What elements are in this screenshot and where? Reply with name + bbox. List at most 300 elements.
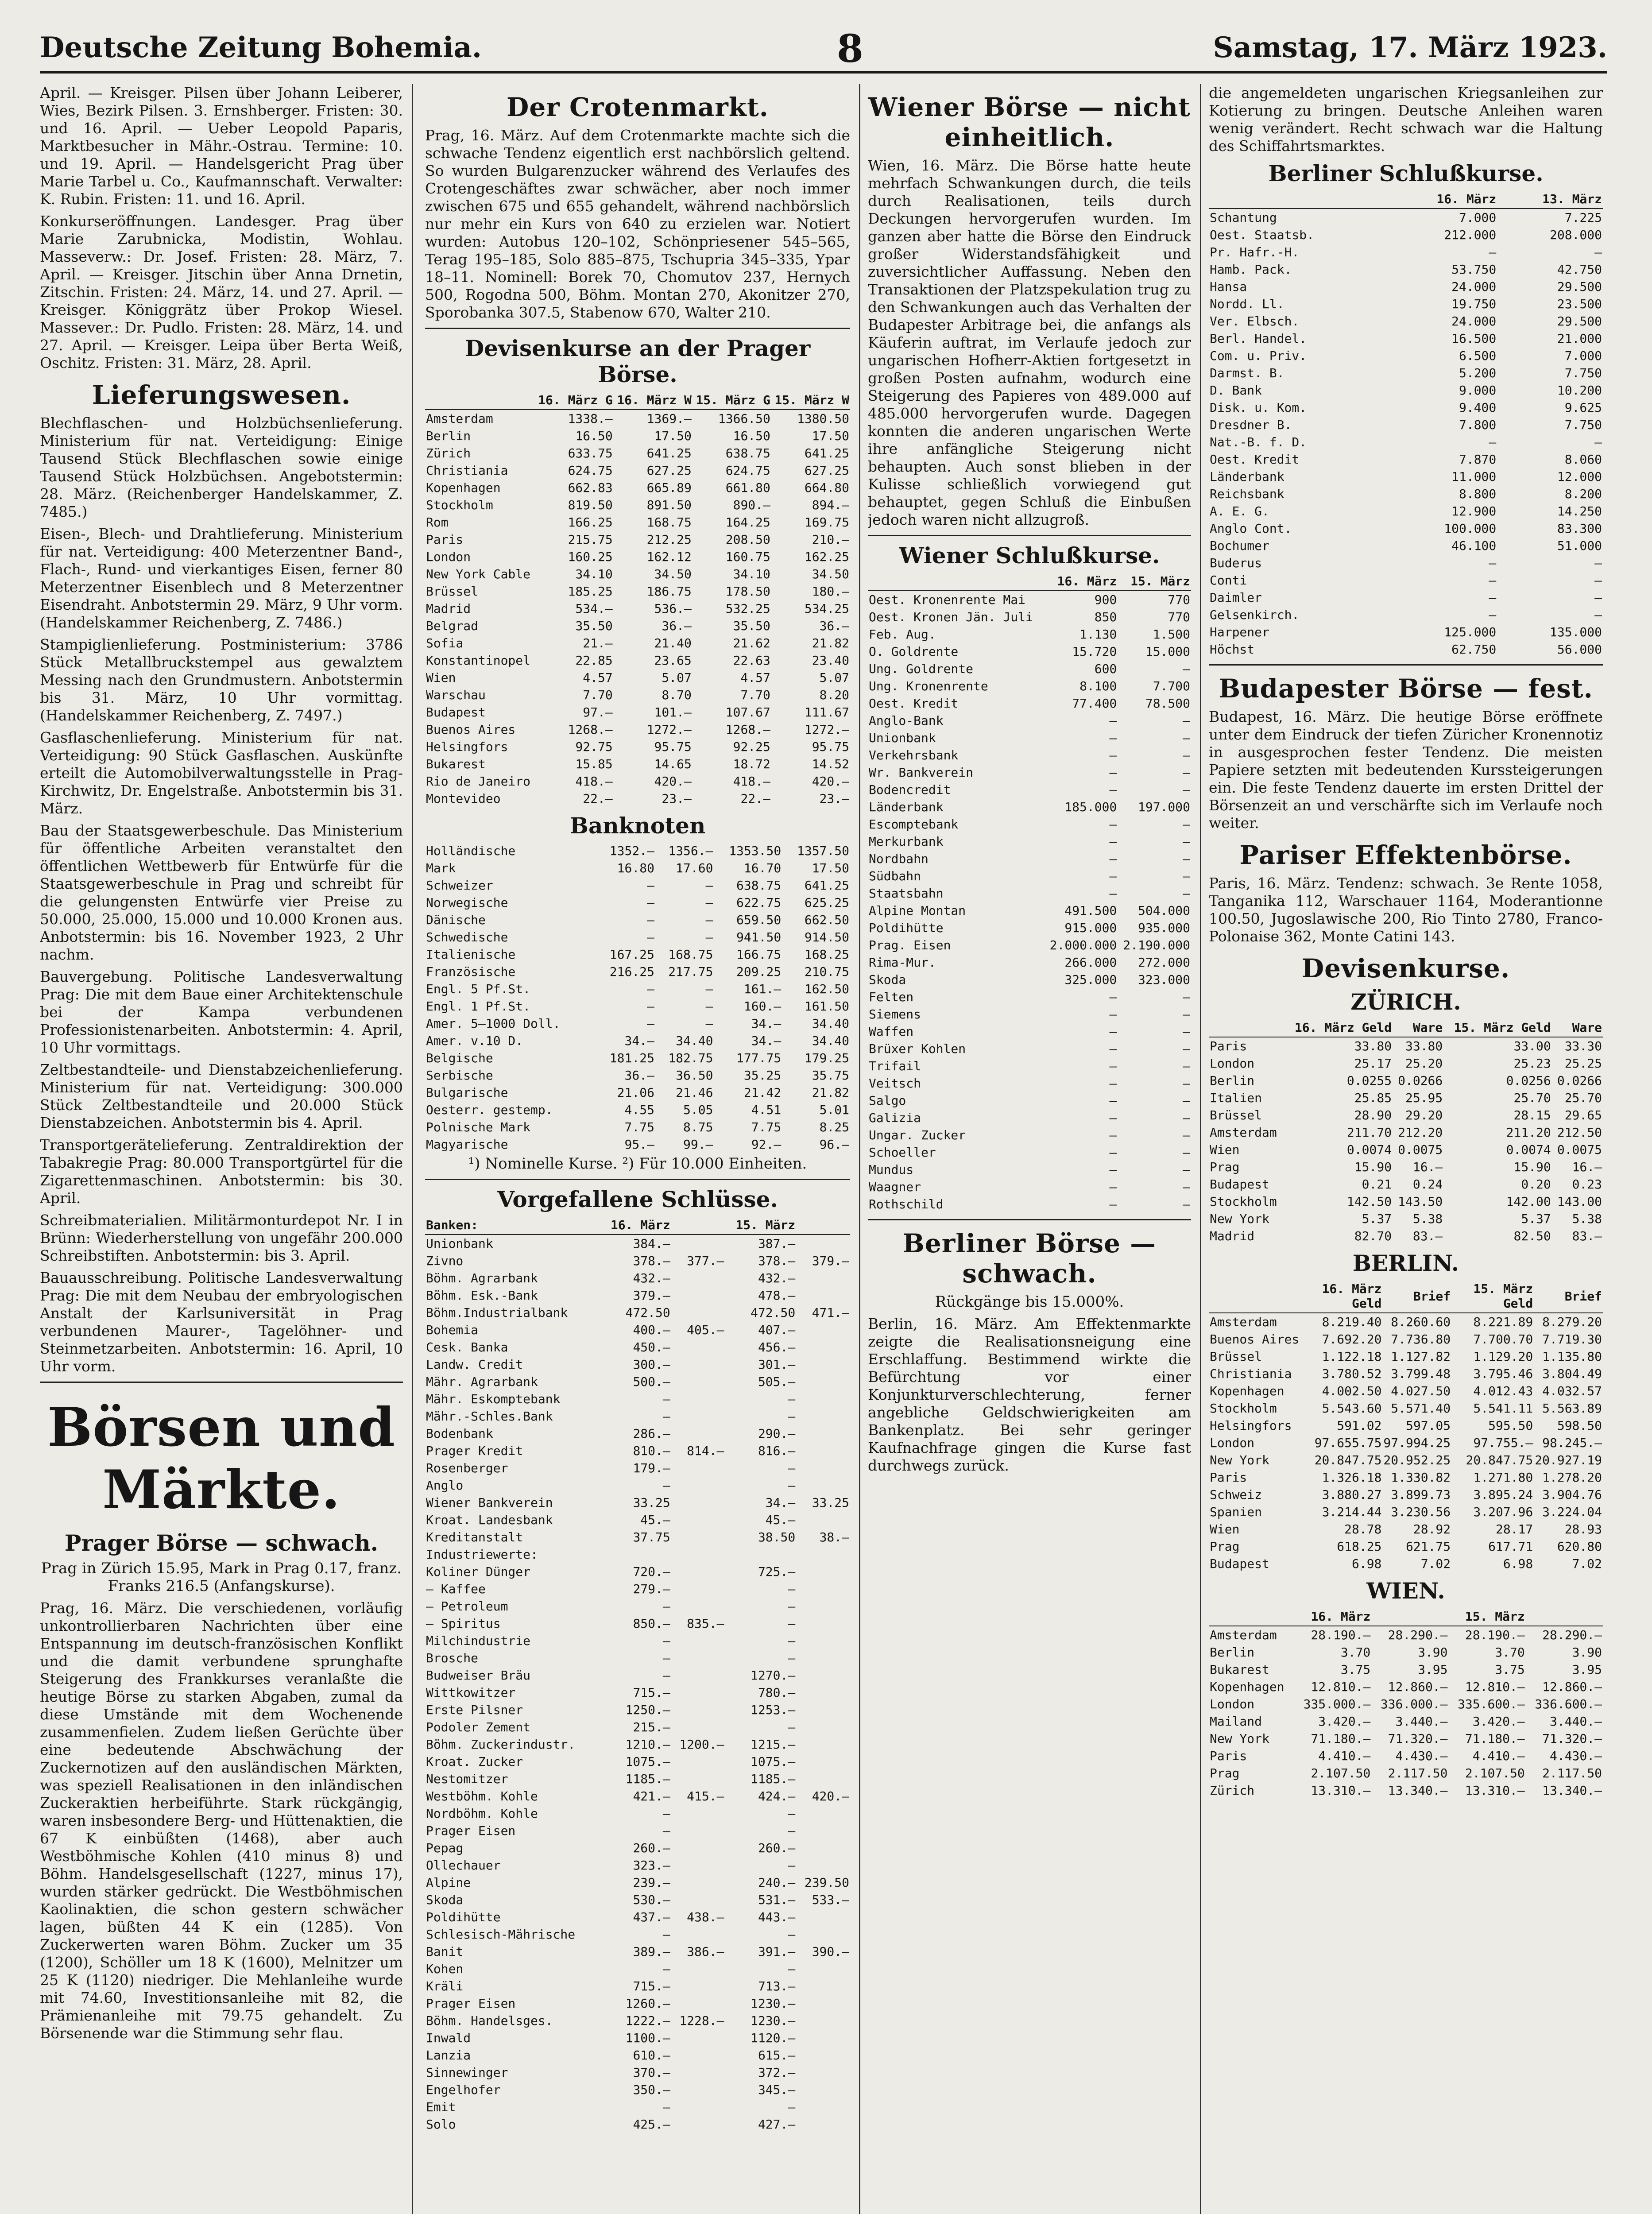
row-value: 8.060 (1564, 452, 1602, 467)
table-row (425, 531, 850, 548)
row-label: Mark (426, 861, 456, 875)
delivery-item: Stampiglienlieferung. Postministerium: 3786 Stück Metallbruckstempel aus gewalztem Messing nach den Grundmustern. Anbotstermin bis 31. März, 10 Uhr vormittag. (Handelskammer Reichenberg, Z. 7497.) (40, 636, 403, 724)
row-value: 209.25 (736, 964, 782, 979)
column-header (1526, 1607, 1603, 1626)
row-value: 142.50 (1346, 1194, 1392, 1209)
row-label: Bohemia (426, 1323, 479, 1337)
row-value: 0.0074 (1506, 1142, 1551, 1157)
row-value: 23.40 (812, 653, 849, 668)
row-label: Emit (426, 2100, 456, 2114)
row-label: New York (1210, 1212, 1269, 1226)
table-row (1209, 1538, 1603, 1555)
table-row (425, 1477, 850, 1494)
row-value: — (788, 1633, 796, 1648)
row-value: 597.05 (1405, 1418, 1451, 1433)
table-row (425, 462, 850, 479)
table-row (868, 1092, 1191, 1109)
row-label: New York Cable (426, 567, 531, 581)
row-value: — (1109, 990, 1117, 1004)
table-row (425, 1788, 850, 1805)
row-value: — (788, 1582, 796, 1596)
row-value (671, 1477, 725, 1494)
row-value: 7.870 (1459, 452, 1497, 467)
row-value: — (1183, 990, 1190, 1004)
row-value: — (647, 982, 654, 996)
row-value: — (1183, 1007, 1190, 1022)
row-label: Paris (1210, 1749, 1247, 1763)
row-value: 99.— (683, 1137, 713, 1152)
table-row (868, 626, 1191, 643)
row-value: 432.— (633, 1271, 670, 1285)
row-value: 82.50 (1513, 1229, 1551, 1243)
row-value: 1272.— (646, 722, 692, 737)
row-label: Nordbahn (869, 852, 929, 866)
row-value: 186.75 (646, 584, 692, 599)
row-value: 661.80 (725, 480, 770, 495)
delivery-item: Bau der Staatsgewerbeschule. Das Ministerium für öffentliche Arbeiten veranstaltet den öffentlichen Wettbewerb für Entwürfe für die Staatsgewerbeschule in Prag und schreibt für die gelungensten Entwürfe vier Preise zu 50.000, 25.000, 15.000 und 10.000 Kronen aus. Anbotstermin: bis 16. November 1923, 2 Uhr nachm. (40, 822, 403, 963)
row-value (796, 1978, 850, 1995)
row-value: 21.42 (743, 1085, 782, 1100)
table-row (425, 1356, 850, 1373)
table-row (868, 764, 1191, 781)
table-row (1209, 1107, 1603, 1124)
row-label: Skoda (869, 972, 906, 987)
row-value: 98.245.— (1542, 1436, 1602, 1450)
table-row (868, 729, 1191, 747)
delivery-list (40, 414, 403, 1375)
table-row (1209, 434, 1603, 451)
column-header: 15. März (725, 1216, 796, 1235)
row-label: Dänische (426, 913, 486, 927)
row-label: Oest. Kredit (869, 696, 959, 711)
row-value: 0.23 (1572, 1177, 1602, 1192)
row-value: — (1183, 1059, 1190, 1073)
row-value: 814.— (687, 1444, 724, 1458)
row-value (671, 1270, 725, 1287)
row-value: 286.— (633, 1426, 670, 1441)
row-value: — (1489, 573, 1497, 588)
row-value: 33.25 (633, 1495, 670, 1510)
row-value: — (1183, 713, 1190, 728)
row-value: 210.— (812, 532, 849, 547)
row-value: 5.07 (662, 670, 692, 685)
row-value: 16.50 (733, 429, 770, 443)
row-label: Prag (1210, 1160, 1240, 1174)
row-value: — (1109, 1007, 1117, 1022)
row-value: 21.000 (1557, 331, 1602, 346)
table-row (425, 1805, 850, 1822)
row-value: 37.75 (633, 1530, 670, 1544)
row-value: 34.— (624, 1033, 654, 1048)
column-header: 13. März (1497, 190, 1603, 209)
delivery-item: Bauausschreibung. Politische Landesverwaltung Prag: Die mit dem Neubau der embryologischen Anstalt der Karlsuniversität in Prag verbundenen Maurer-, Tagelöhner- und Steinmetzarbeiten. Anbotstermin: 16. April, 10 Uhr vorm. (40, 1269, 403, 1375)
row-value (725, 1546, 796, 1563)
row-value: — (1109, 1128, 1117, 1142)
row-value: 9.400 (1459, 400, 1497, 415)
row-value: 891.50 (646, 498, 692, 512)
row-value: 34.— (751, 1016, 782, 1031)
row-value: 7.750 (1564, 418, 1602, 432)
row-label: Mähr. Eskomptebank (426, 1392, 561, 1406)
table-row (425, 652, 850, 669)
row-value (796, 1356, 850, 1373)
row-value: 4.57 (740, 670, 770, 685)
row-value: — (1594, 573, 1602, 588)
row-value: 5.200 (1459, 366, 1497, 380)
row-value: 500.— (633, 1374, 670, 1389)
berlin-heading: Berliner Börse — schwach. (902, 1228, 1157, 1289)
row-value: 1075.— (751, 1754, 796, 1769)
table-row (1209, 1730, 1603, 1747)
row-value: — (1109, 748, 1117, 763)
table-row (1209, 1695, 1603, 1713)
row-value: 424.— (758, 1789, 796, 1804)
row-value (796, 1425, 850, 1442)
row-value: 7.02 (1420, 1556, 1451, 1571)
row-value: 8.219.40 (1322, 1315, 1382, 1329)
row-value: — (788, 1962, 796, 1976)
table-row (1209, 503, 1603, 520)
row-value: 384.— (633, 1236, 670, 1251)
row-value: 389.— (633, 1944, 670, 1959)
paris-heading: Pariser Effektenbörse. (1239, 840, 1572, 870)
row-value (671, 1563, 725, 1580)
column-header (1209, 1607, 1294, 1626)
row-value: — (662, 1409, 670, 1424)
row-value: — (647, 1016, 654, 1031)
row-value: 625.25 (804, 895, 849, 910)
row-value: 71.320.— (1388, 1731, 1448, 1746)
row-value: 28.78 (1344, 1522, 1382, 1537)
table-row (425, 1753, 850, 1770)
row-value: 624.75 (725, 463, 770, 478)
berlin-report: Berlin, 16. März. Am Effektenmarkte zeigte die Realisationsneigung eine Erschlaffung. Bestimmend wirkte die Befürchtung vor einer Konjunkturverschlechterung, ferner angebliche Geldschwierigkeiten am Bankenplatz. Bei sehr geringer Kaufnachfrage gingen die Kurse fast durchwegs zurück. (868, 1315, 1191, 1474)
row-value: — (1594, 608, 1602, 622)
row-value: 16.80 (617, 861, 654, 875)
row-label: Stockholm (426, 498, 493, 512)
table-row (868, 1057, 1191, 1075)
row-value: 29.20 (1405, 1108, 1443, 1122)
table-row (425, 946, 850, 963)
table-row (425, 998, 850, 1015)
row-value (671, 1667, 725, 1684)
row-value: 534.— (575, 601, 613, 616)
row-value: 1353.50 (729, 844, 782, 858)
row-value: 22.— (583, 791, 613, 806)
row-value: 239.50 (804, 1875, 849, 1890)
row-value: 16.500 (1451, 331, 1497, 346)
row-label: Madrid (1210, 1229, 1255, 1243)
row-value: — (1183, 869, 1190, 883)
table-row (425, 929, 850, 946)
row-value (796, 1770, 850, 1788)
row-label: Ung. Goldrente (869, 662, 974, 676)
crop-heading: Der Crotenmarkt. (507, 92, 769, 122)
row-value: — (1183, 731, 1190, 745)
row-value: 1253.— (751, 1703, 796, 1717)
row-value (796, 1442, 850, 1459)
row-label: Reichsbank (1210, 487, 1284, 501)
row-label: Banit (426, 1944, 464, 1959)
row-value: 1272.— (804, 722, 849, 737)
table-row (425, 514, 850, 531)
row-value (671, 1529, 725, 1546)
column-header (425, 391, 535, 410)
row-value: 1100.— (625, 2031, 670, 2045)
row-value: — (1183, 782, 1190, 797)
row-value: 533.— (812, 1893, 849, 1907)
row-label: Berl. Handel. (1210, 331, 1307, 346)
row-value: 472.50 (751, 1305, 796, 1320)
row-label: Norwegische (426, 895, 508, 910)
row-value: 143.00 (1557, 1194, 1602, 1209)
table-row (1209, 209, 1603, 226)
row-label: Salgo (869, 1093, 906, 1108)
row-value: — (662, 1806, 670, 1821)
row-label: Prager Eisen (426, 1823, 516, 1838)
table-row (868, 1161, 1191, 1178)
column-header: Banken: (425, 1216, 600, 1235)
row-label: Engl. 5 Pf.St. (426, 982, 531, 996)
wiener-schluss-table (868, 572, 1191, 1213)
row-value: 21.40 (654, 636, 692, 650)
row-value: 4.410.— (1318, 1749, 1371, 1763)
table-row (1209, 606, 1603, 623)
row-value: 12.000 (1557, 469, 1602, 484)
row-value: — (1183, 1024, 1190, 1039)
table-row (425, 1736, 850, 1753)
row-value: 101.— (654, 705, 692, 720)
column-4-intro: die angemeldeten ungarischen Kriegsanleihen zur Kotierung zu bringen. Deutsche Anleihen waren wenig verändert. Recht schwach war die Haltung des Schiffahrtsmarktes. (1209, 84, 1603, 155)
row-value: 25.85 (1354, 1091, 1392, 1105)
row-value: — (1109, 1059, 1117, 1073)
table-row (425, 894, 850, 911)
row-label: — Petroleum (426, 1599, 508, 1614)
row-value: 4.012.43 (1473, 1384, 1533, 1398)
row-value (671, 1770, 725, 1788)
row-value: 15.85 (575, 757, 613, 771)
row-value: 185.000 (1064, 800, 1117, 814)
column-3 (868, 84, 1191, 2214)
table-row (425, 565, 850, 583)
row-value (671, 2029, 725, 2047)
row-value: 83.— (1412, 1229, 1443, 1243)
table-row (1209, 399, 1603, 416)
row-value: 260.— (633, 1841, 670, 1855)
table-row (425, 496, 850, 514)
row-label: Rom (426, 515, 449, 530)
row-value: 323.000 (1137, 972, 1190, 987)
row-value: 633.75 (568, 446, 613, 461)
row-value (671, 1684, 725, 1701)
row-label: Trifail (869, 1059, 921, 1073)
row-label: Stockholm (1210, 1194, 1277, 1209)
row-value: 15.90 (1354, 1160, 1392, 1174)
row-value: — (788, 1478, 796, 1493)
row-value: 420.— (812, 1789, 849, 1804)
row-value (796, 1908, 850, 1926)
row-value: 300.— (633, 1357, 670, 1372)
table-row (1209, 1141, 1603, 1158)
row-value: 0.0266 (1398, 1073, 1443, 1088)
row-value: 180.— (812, 584, 849, 599)
row-value: 3.880.27 (1322, 1487, 1382, 1502)
row-value: — (1109, 765, 1117, 780)
row-value: 71.180.— (1465, 1731, 1525, 1746)
row-value (671, 1649, 725, 1667)
row-value: 3.207.96 (1473, 1505, 1533, 1519)
row-value: 662.50 (804, 913, 849, 927)
column-header: 15. März (1118, 572, 1191, 591)
row-value: 16.— (1412, 1160, 1443, 1174)
row-value: 95.75 (812, 739, 849, 754)
table-row (425, 980, 850, 998)
row-value: 42.750 (1557, 262, 1602, 277)
row-value (796, 1598, 850, 1615)
table-row (1209, 226, 1603, 244)
row-label: Budapest (426, 705, 486, 720)
table-row (1209, 1400, 1603, 1417)
row-value: 7.75 (751, 1120, 782, 1134)
row-value: 38.— (819, 1530, 849, 1544)
row-value: 160.75 (725, 550, 770, 564)
row-value: 28.92 (1413, 1522, 1451, 1537)
row-label: Sofia (426, 636, 464, 650)
row-value: 5.38 (1572, 1212, 1602, 1226)
row-value: 7.700.70 (1473, 1332, 1533, 1347)
table-row (425, 1390, 850, 1408)
berliner-schluss-table (1209, 190, 1603, 658)
table-row (425, 2029, 850, 2047)
row-value: 835.— (687, 1616, 724, 1631)
row-label: Ver. Elbsch. (1210, 314, 1300, 329)
row-value (796, 1684, 850, 1701)
berlin-table (1209, 1280, 1603, 1572)
row-label: Mundus (869, 1162, 914, 1177)
table-row (425, 1032, 850, 1049)
table-row (425, 1321, 850, 1339)
row-value: 659.50 (736, 913, 782, 927)
row-value: 420.— (654, 774, 692, 789)
table-row (1209, 589, 1603, 606)
row-value: 143.50 (1398, 1194, 1443, 1209)
row-label: Nordd. Ll. (1210, 297, 1284, 311)
row-label: Podoler Zement (426, 1720, 531, 1734)
row-label: Veitsch (869, 1076, 921, 1091)
row-value: 0.21 (1362, 1177, 1392, 1192)
row-value: — (1109, 713, 1117, 728)
row-value (671, 1874, 725, 1891)
row-value: 53.750 (1451, 262, 1497, 277)
row-label: Mähr.-Schles.Bank (426, 1409, 553, 1424)
prager-subheading: Prag in Zürich 15.95, Mark in Prag 0.17, franz. Franks 216.5 (Anfangskurse). (41, 1560, 402, 1595)
row-label: Inwald (426, 2031, 471, 2045)
row-label: Zivno (426, 1254, 464, 1268)
prager-report: Prag, 16. März. Die verschiedenen, vorläufig unkontrollierbaren Nachrichten über eine Entspannung im deutsch-französischen Konflikt und die damit verbundene sprunghafte Steigerung des Frankkurses veranlaßte die heutige Börse zu starken Abgaben, zumal da diese Umstände mit dem Wochenende zusammenfielen. Zudem ließen Gerüchte über eine bedeutende Abschwächung der Zuckernotizen auf den ausländischen Märkten, was speziell Realisationen in den inländischen Zuckeraktien herbeiführte. Stark rückgängig, waren insbesondere Berg- und Hüttenaktien, die 67 K einbüßten (1468), aber auch Westböhmische Kohlen (410 minus 8) und Böhm. Handelsgesellschaft (1227, minus 17), wurden stärker gedrückt. Die Westböhmischen Kaolinaktien, die schon gestern schwächer lagen, büßten 44 K ein (1285). Von Zuckerwerten waren Böhm. Zucker um 35 (1200), Schöller um 18 K (1600), Melnitzer um 25 K (1120) niedriger. Die Mehlanleihe wurde mit 74.60, Investitionsanleihe mit 82, die Prämienanleihe mit 79.75 gehandelt. Zu Börsenende war die Stimmung sehr flau. (40, 1599, 403, 2042)
row-value: 279.— (633, 1582, 670, 1596)
table-row (425, 877, 850, 894)
row-value: 29.500 (1557, 314, 1602, 329)
table-row (1209, 1765, 1603, 1782)
row-value: — (647, 999, 654, 1014)
row-label: Kopenhagen (426, 480, 501, 495)
row-value: 336.000.— (1380, 1697, 1448, 1711)
row-value (796, 1926, 850, 1943)
row-label: Italien (1210, 1091, 1262, 1105)
row-value: 212.25 (646, 532, 692, 547)
row-value: 15.720 (1072, 644, 1117, 659)
row-value: 215.— (633, 1720, 670, 1734)
row-value: 167.25 (609, 947, 654, 962)
row-value: 212.50 (1557, 1125, 1602, 1140)
row-value: — (662, 1633, 670, 1648)
row-value: 239.— (633, 1875, 670, 1890)
row-value: 22.— (740, 791, 770, 806)
row-label: Paris (426, 532, 464, 547)
row-value: 505.— (758, 1374, 796, 1389)
prager-heading: Prager Börse — schwach. (64, 1530, 379, 1556)
row-value: 160.25 (568, 550, 613, 564)
row-label: Kopenhagen (1210, 1680, 1284, 1694)
row-value: 370.— (633, 2065, 670, 2080)
row-value: 1.129.20 (1473, 1349, 1533, 1364)
row-value: 1380.50 (797, 411, 849, 426)
table-row (868, 781, 1191, 798)
table-row (868, 677, 1191, 695)
row-value: 3.795.46 (1473, 1366, 1533, 1381)
row-value: — (788, 1927, 796, 1942)
row-value: 45.— (640, 1513, 670, 1527)
table-row (425, 1598, 850, 1615)
table-row (425, 963, 850, 980)
row-value: 7.800 (1459, 418, 1497, 432)
table-row (425, 1252, 850, 1270)
row-value: 5.563.89 (1542, 1401, 1602, 1416)
row-label: Schlesisch-Mährische (426, 1927, 576, 1942)
row-value: 941.50 (736, 930, 782, 944)
row-label: Buderus (1210, 556, 1262, 570)
row-label: New York (1210, 1453, 1269, 1467)
row-value: 900 (1094, 592, 1117, 607)
table-row (425, 1684, 850, 1701)
row-label: Conti (1210, 573, 1247, 588)
devisen-table (425, 391, 850, 807)
column-header: 15. März Geld (1443, 1018, 1551, 1037)
table-row (1209, 1503, 1603, 1521)
row-value: 620.80 (1557, 1539, 1602, 1554)
row-value: 1.330.82 (1391, 1470, 1451, 1485)
row-value: 23.500 (1557, 297, 1602, 311)
row-value (796, 1287, 850, 1304)
row-label: Magyarische (426, 1137, 508, 1152)
delivery-item: Blechflaschen- und Holzbüchsenlieferung. Ministerium für nat. Verteidigung: Einige Tausend Stück Blechflaschen sowie einige Tausend Stück Holzbüchsen. Angebotstermin: 28. März. (Reichenberger Handelskammer, Z. 7485.) (40, 414, 403, 520)
banknoten-table (425, 842, 850, 1153)
row-value: 0.20 (1521, 1177, 1551, 1192)
row-label: Bodencredit (869, 782, 951, 797)
row-value (796, 1511, 850, 1529)
table-row (425, 1839, 850, 1857)
row-value: 9.000 (1459, 383, 1497, 398)
table-row (425, 617, 850, 635)
row-value: 77.400 (1072, 696, 1117, 711)
row-value: 6.98 (1351, 1556, 1382, 1571)
row-label: Brosche (426, 1651, 479, 1665)
row-value: 20.952.25 (1383, 1453, 1451, 1467)
table-row (868, 988, 1191, 1006)
row-value: 21.— (583, 636, 613, 650)
table-row (425, 773, 850, 790)
row-value: — (1489, 556, 1497, 570)
